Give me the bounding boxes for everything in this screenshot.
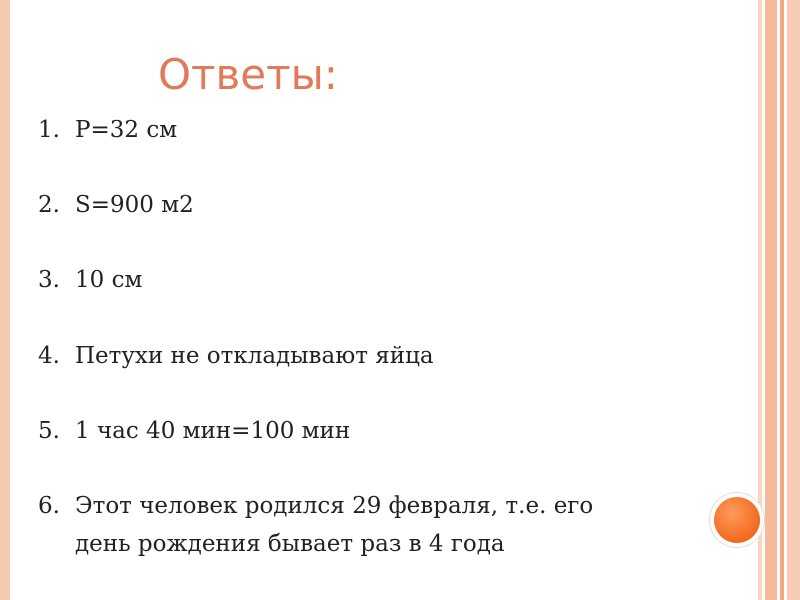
answer-number: 2. bbox=[38, 192, 60, 218]
answer-number: 4. bbox=[38, 343, 60, 369]
answer-text: 10 см bbox=[75, 267, 143, 293]
answer-item-3 bbox=[38, 263, 142, 297]
orange-circle-icon bbox=[714, 497, 760, 543]
answer-text: S=900 м2 bbox=[75, 192, 194, 218]
stripe-2 bbox=[765, 0, 777, 600]
answer-number: 3. bbox=[38, 267, 60, 293]
answer-item-4 bbox=[38, 339, 434, 373]
stripe-4 bbox=[787, 0, 800, 600]
answer-text: Этот человек родился 29 февраля, т.е. его bbox=[75, 493, 594, 519]
answer-number: 1. bbox=[38, 117, 60, 143]
answer-item-2 bbox=[38, 188, 194, 222]
slide-title: Ответы: bbox=[158, 50, 338, 99]
answer-item-1 bbox=[38, 113, 177, 147]
right-decorative-stripes bbox=[758, 0, 800, 600]
stripe-1 bbox=[758, 0, 762, 600]
answer-item-6 bbox=[38, 489, 593, 523]
answer-text: P=32 см bbox=[75, 117, 178, 143]
answer-text: 1 час 40 мин=100 мин bbox=[75, 418, 351, 444]
answer-item-6-continuation: день рождения бывает раз в 4 года bbox=[75, 531, 505, 557]
answer-number: 6. bbox=[38, 493, 60, 519]
answer-number: 5. bbox=[38, 418, 60, 444]
answer-item-5 bbox=[38, 414, 350, 448]
answer-text: Петухи не откладывают яйца bbox=[75, 343, 434, 369]
left-decorative-stripe bbox=[0, 0, 10, 600]
stripe-3 bbox=[780, 0, 784, 600]
